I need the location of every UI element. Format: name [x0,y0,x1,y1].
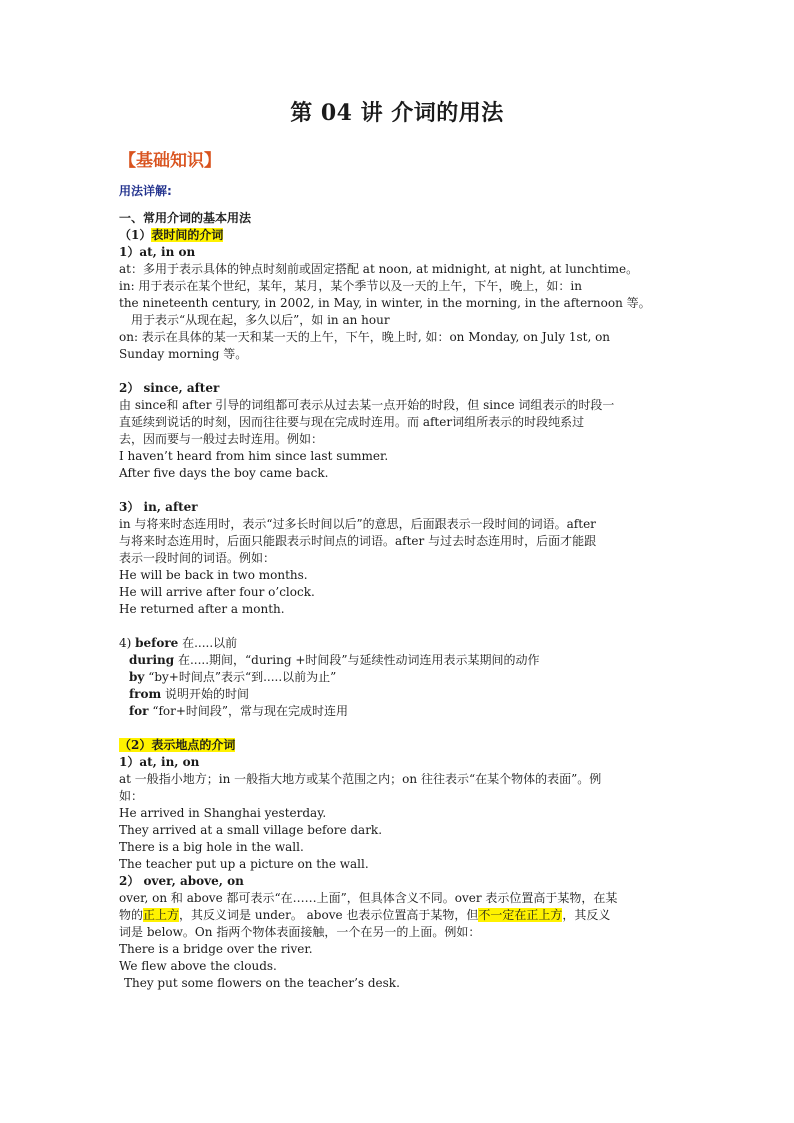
example-sentence: They arrived at a small village before dark. [119,823,383,837]
heading-place-prepositions [119,737,679,754]
text-segment: ，其反义 [562,908,611,922]
preposition-for-line [119,703,679,720]
subheading-since-after: 2） since, after [119,381,220,395]
example-sentence: He will arrive after four o’clock. [119,585,315,599]
highlighted-text: 正上方 [143,908,180,922]
keyword-explanation: 在.....以前 [178,636,238,650]
example-sentence: I haven’t heard from him since last summer. [119,449,389,463]
paragraph-line: 由 since和 after 引导的词组都可表示从过去某一点开始的时段，但 since 词组表示的时段一 [119,398,615,412]
paragraph-line: Sunday morning 等。 [119,347,248,361]
text-segment: 物的 [119,908,144,922]
text-segment: ，其反义词是 under。 above 也表示位置高于某物，但 [179,908,479,922]
preposition-by-line [119,669,679,686]
keyword: for [129,704,149,718]
keyword: by [129,670,145,684]
heading-number: （1） [119,228,152,242]
paragraph-line: 如： [119,789,144,803]
keyword-explanation: “by+时间点”表示“到.....以前为止” [144,670,337,684]
keyword-explanation: 在.....期间，“during +时间段”与延续性动词连用表示某期间的动作 [174,653,540,667]
preposition-before-line [119,635,679,652]
document-body [119,210,679,992]
keyword-explanation: “for+时间段”，常与现在完成时连用 [148,704,349,718]
example-sentence: After five days the boy came back. [119,466,329,480]
example-sentence: The teacher put up a picture on the wall. [119,857,369,871]
preposition-from-line [119,686,679,703]
paragraph-line: over, on 和 above 都可表示“在……上面”，但具体含义不同。over 表示位置高于某物，在某 [119,891,618,905]
usage-explanation-label: 用法详解: [119,184,172,198]
example-sentence: He will be back in two months. [119,568,308,582]
example-sentence: There is a bridge over the river. [119,942,313,956]
paragraph-line: the nineteenth century, in 2002, in May, in winter, in the morning, in the afternoon 等。 [119,296,651,310]
paragraph-line: in 与将来时态连用时，表示“过多长时间以后”的意思，后面跟表示一段时间的词语。after [119,517,596,531]
preposition-during-line [119,652,679,669]
page-title: 第 04 讲 介词的用法 [290,100,504,126]
keyword: during [129,653,175,667]
paragraph-line: 词是 below。On 指两个物体表面接触，一个在另一的上面。例如： [119,925,481,939]
example-sentence: We flew above the clouds. [119,959,277,973]
paragraph-line: on: 表示在具体的某一天和某一天的上午，下午，晚上时, 如：on Monday, on July 1st, on [119,330,611,344]
subheading-at-in-on: 1）at, in on [119,245,196,259]
example-sentence: He returned after a month. [119,602,285,616]
paragraph-line: 表示一段时间的词语。例如： [119,551,276,565]
keyword: before [135,636,179,650]
example-sentence: He arrived in Shanghai yesterday. [119,806,327,820]
example-sentence: There is a big hole in the wall. [119,840,304,854]
item-number: 4) [119,636,136,650]
highlighted-heading-text: （2）表示地点的介词 [119,738,236,752]
subheading-over-above-on: 2） over, above, on [119,874,244,888]
paragraph-line: 直延续到说话的时刻，因而往往要与现在完成时连用。而 after词组所表示的时段纯系过 [119,415,585,429]
highlighted-heading-text: 表时间的介词 [151,228,224,242]
subheading-place-at-in-on: 1）at, in, on [119,755,200,769]
paragraph-line: in: 用于表示在某个世纪，某年，某月，某个季节以及一天的上午，下午，晚上，如：in [119,279,582,293]
highlighted-text: 不一定在正上方 [478,908,563,922]
heading-common-prepositions: 一、常用介词的基本用法 [119,211,252,225]
subheading-in-after: 3） in, after [119,500,198,514]
paragraph-line: 与将来时态连用时，后面只能跟表示时间点的词语。after 与过去时态连用时，后面才能跟 [119,534,597,548]
section-heading-basic-knowledge: 【基础知识】 [119,151,221,171]
example-sentence: They put some flowers on the teacher’s desk. [124,976,400,990]
paragraph-line: at 一般指小地方；in 一般指大地方或某个范围之内；on 往往表示“在某个物体的表面”。例 [119,772,602,786]
paragraph-line: at：多用于表示具体的钟点时刻前或固定搭配 at noon, at midnight, at night, at lunchtime。 [119,262,639,276]
paragraph-line [119,907,679,924]
paragraph-line: 用于表示“从现在起，多久以后”，如 in an hour [131,313,390,327]
keyword: from [129,687,162,701]
keyword-explanation: 说明开始的时间 [161,687,250,701]
paragraph-line: 去，因而要与一般过去时连用。例如： [119,432,324,446]
heading-time-prepositions [119,227,679,244]
